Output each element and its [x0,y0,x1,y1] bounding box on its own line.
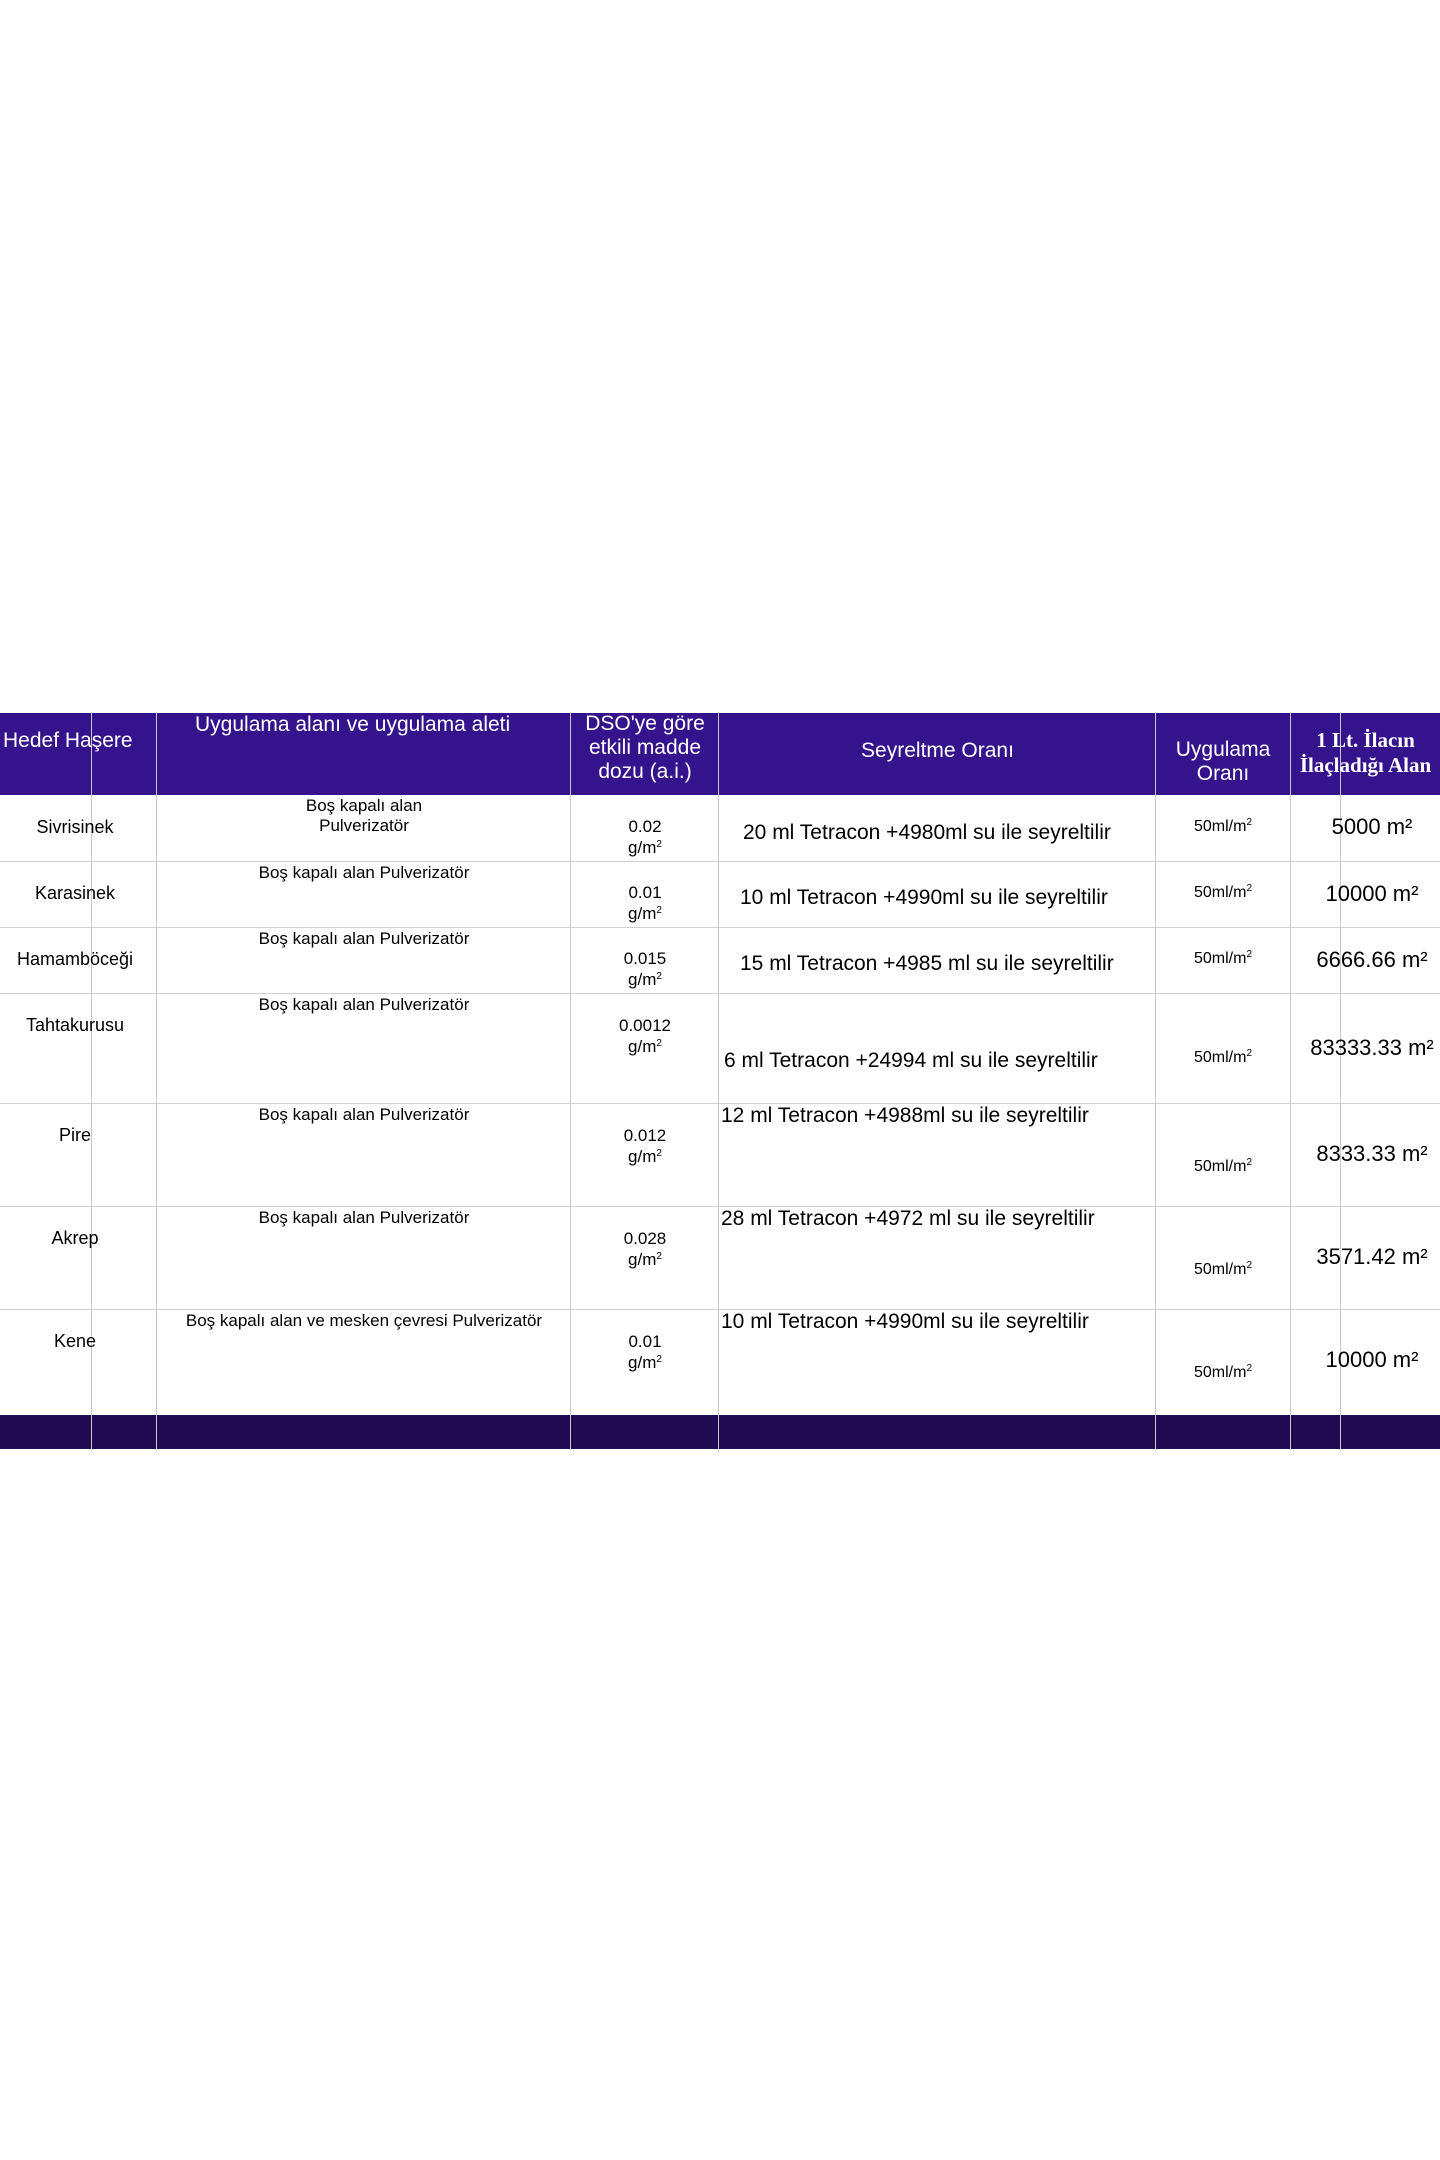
cell-dose-unit: $g/m^2$ [628,1037,662,1057]
cell-application: Boş kapalı alan ve mesken çevresi Pulverizatör [185,1311,543,1330]
header-area-line: 1 Lt. İlacın [1316,728,1415,752]
row-divider [0,927,1440,928]
header-dose-line: etkili madde [588,736,702,760]
cell-dose [572,948,718,991]
row-divider [0,1103,1440,1104]
cell-dose-unit: $g/m^2$ [628,838,662,858]
cell-area: 83333.33 m² [1310,1035,1434,1060]
cell-dose [572,1125,718,1168]
cell-area: 5000 m² [1331,814,1413,839]
cell-rate: $50ml/m^2$ [1193,883,1252,901]
cell-dose-value: 0.01 [628,1332,662,1351]
header-dose [572,712,718,784]
header-rate-line: Oranı [1196,762,1250,786]
row-divider [0,1206,1440,1207]
cell-dilution: 28 ml Tetracon +4972 ml su ile seyreltilir [721,1207,1095,1230]
cell-dilution: 10 ml Tetracon +4990ml su ile seyreltilir [740,886,1108,909]
cell-dose-value: 0.01 [628,883,662,902]
cell-dose-unit: $g/m^2$ [628,904,662,924]
row-divider [0,993,1440,994]
header-dose-line: DSO'ye göre [585,712,705,735]
cell-dose-value: 0.028 [623,1229,667,1248]
cell-area: 10000 m² [1325,881,1419,906]
cell-rate: $50ml/m^2$ [1193,817,1252,835]
cell-rate: $50ml/m^2$ [1193,1048,1252,1066]
row-divider [0,1309,1440,1310]
cell-pest: Kene [53,1331,97,1351]
cell-dilution: 6 ml Tetracon +24994 ml su ile seyreltilir [724,1049,1098,1072]
cell-dose-unit: $g/m^2$ [628,1250,662,1270]
cell-application-line: Pulverizatör [319,815,409,835]
cell-rate: $50ml/m^2$ [1193,949,1252,967]
table-footer-band [0,1415,1440,1449]
cell-application [158,796,570,835]
header-pest: Hedef Haşere [3,729,133,752]
cell-pest: Karasinek [34,883,116,903]
header-dose-line: dozu (a.i.) [598,760,692,784]
header-area-line: İlaçladığı Alan [1299,753,1432,778]
column-divider [570,713,571,1450]
cell-application: Boş kapalı alan Pulverizatör [258,995,470,1014]
row-divider [0,861,1440,862]
header-application: Uygulama alanı ve uygulama aleti [195,713,511,736]
cell-dose [572,1228,718,1271]
cell-dilution: 15 ml Tetracon +4985 ml su ile seyreltilir [740,952,1114,975]
cell-rate: $50ml/m^2$ [1193,1157,1252,1175]
header-dilution: Seyreltme Oranı [861,739,1014,762]
cell-pest: Pire [58,1125,91,1145]
column-divider [718,713,719,1450]
cell-rate: $50ml/m^2$ [1193,1260,1252,1278]
cell-area: 10000 m² [1325,1347,1419,1372]
header-rate-line: Uygulama [1175,738,1271,761]
cell-dose-value: 0.0012 [619,1016,671,1035]
cell-dose-unit: $g/m^2$ [628,1353,662,1373]
cell-dose-value: 0.015 [623,949,667,968]
cell-dose [572,1331,718,1374]
cell-dose [572,816,718,859]
column-divider [156,713,157,1450]
cell-dilution: 12 ml Tetracon +4988ml su ile seyreltilir [721,1104,1089,1127]
cell-pest: Sivrisinek [36,817,114,837]
cell-dose [572,882,718,925]
cell-dose [572,1015,718,1058]
cell-application: Boş kapalı alan Pulverizatör [258,1208,470,1227]
cell-area: 3571.42 m² [1316,1244,1428,1269]
cell-pest: Akrep [51,1228,99,1248]
cell-dose-value: 0.02 [628,817,662,836]
header-area [1291,728,1440,778]
cell-dose-unit: $g/m^2$ [628,1147,662,1167]
cell-pest: Hamamböceği [16,949,134,969]
cell-dose-unit: $g/m^2$ [628,970,662,990]
cell-application: Boş kapalı alan Pulverizatör [258,863,470,882]
cell-dilution: 20 ml Tetracon +4980ml su ile seyreltilir [743,821,1111,844]
cell-area: 6666.66 m² [1316,947,1428,972]
cell-rate: $50ml/m^2$ [1193,1363,1252,1381]
cell-area: 8333.33 m² [1316,1141,1428,1166]
cell-dilution: 10 ml Tetracon +4990ml su ile seyreltilir [721,1310,1089,1333]
cell-pest: Tahtakurusu [25,1015,125,1035]
cell-application: Boş kapalı alan Pulverizatör [258,929,470,948]
header-rate [1156,738,1290,786]
column-divider [1290,713,1291,1450]
cell-application-line: Boş kapalı alan [305,796,423,815]
cell-dose-value: 0.012 [623,1126,667,1145]
pesticide-dosage-table [0,713,1440,1450]
cell-application: Boş kapalı alan Pulverizatör [258,1105,470,1124]
